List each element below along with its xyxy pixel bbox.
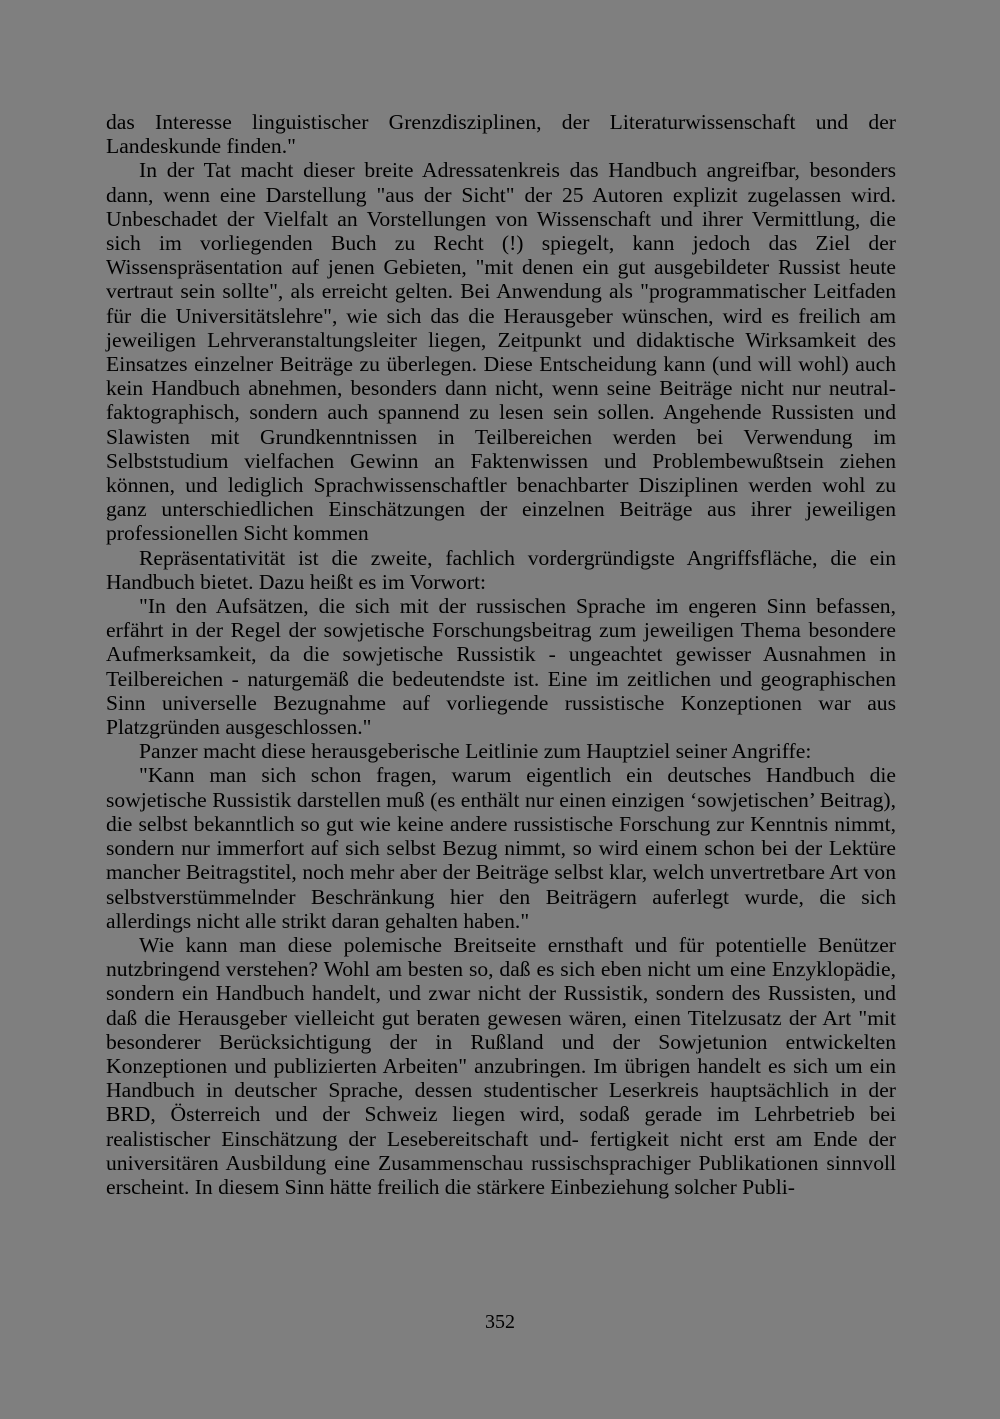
- page-number: 352: [485, 1311, 515, 1333]
- paragraph-1: das Interesse linguistischer Grenzdisziplinen, der Literaturwissenschaft und der Landeskunde finden.": [106, 110, 896, 159]
- paragraph-7: Wie kann man diese polemische Breitseite ernsthaft und für potentielle Benützer nutzbringend verstehen? Wohl am besten so, daß es sich eben nicht um eine Enzyklopädie, sondern ein Handbuch handelt, und zwar nicht der Russistik, sondern des Russisten, und daß die Herausgeber vielleicht gut beraten gewesen wären, einen Titelzusatz der Art "mit besonderer Berücksichtigung der in Rußland und der Sowjetunion entwickelten Konzeptionen und publizierten Arbeiten" anzubringen. Im übrigen handelt es sich um ein Handbuch in deutscher Sprache, dessen studentischer Leserkreis hauptsächlich in der BRD, Österreich und der Schweiz liegen wird, sodaß gerade im Lehrbetrieb bei realistischer Einschätzung der Lesebereitschaft und- fertigkeit nicht erst am Ende der universitären Ausbildung eine Zusammenschau russischsprachiger Publikationen sinnvoll erscheint. In diesem Sinn hätte freilich die stärkere Einbeziehung solcher Publi-: [106, 932, 896, 1199]
- paragraph-2: In der Tat macht dieser breite Adressatenkreis das Handbuch angreifbar, besonders dann, wenn eine Darstellung "aus der Sicht" der 25 Autoren explizit zugelassen wird. Unbeschadet der Vielfalt an Vorstellungen von Wissenschaft und ihrer Vermittlung, die sich im vorliegenden Buch zu Recht (!) spiegelt, kann jedoch das Ziel der Wissenspräsentation auf jenen Gebieten, "mit denen ein gut ausgebildeter Russist heute vertraut sein sollte", als erreicht gelten. Bei Anwendung als "programmatischer Leitfaden für die Universitätslehre", wie sich das die Herausgeber wünschen, wird es freilich am jeweiligen Lehrveranstaltungsleiter liegen, Zeitpunkt und didaktische Wirksamkeit des Einsatzes einzelner Beiträge zu überlegen. Diese Entscheidung kann (und will wohl) auch kein Handbuch abnehmen, besonders dann nicht, wenn seine Beiträge nicht nur neutral-faktographisch, sondern auch spannend zu lesen sein sollen. Angehende Russisten und Slawisten mit Grundkenntnissen in Teilbereichen werden bei Verwendung im Selbststudium vielfachen Gewinn an Faktenwissen und Problembewußtsein ziehen können, und lediglich Sprachwissenschaftler benachbarter Disziplinen werden wohl zu ganz unterschiedlichen Einschätzungen der einzelnen Beiträge aus ihrer jeweiligen professionellen Sicht kommen: [106, 158, 896, 546]
- paragraph-3: Repräsentativität ist die zweite, fachlich vordergründigste Angriffsfläche, die ein Handbuch bietet. Dazu heißt es im Vorwort:: [106, 545, 896, 594]
- page-body: [106, 110, 896, 1199]
- quote-panzer: "Kann man sich schon fragen, warum eigentlich ein deutsches Handbuch die sowjetische Russistik darstellen muß (es enthält nur einen einzigen ‘sowjetischen’ Beitrag), die selbst bekanntlich so gut wie keine andere russistische Forschung zur Kenntnis nimmt, sondern nur immerfort auf sich selbst Bezug nimmt, so wird einem schon bei der Lektüre mancher Beitragstitel, noch mehr aber der Beiträge selbst klar, welch unvertretbare Art von selbstverstümmelnder Beschränkung hier den Beiträgern auferlegt wurde, die sich allerdings nicht alle strikt daran gehalten haben.": [106, 763, 896, 933]
- paragraph-5: Panzer macht diese herausgeberische Leitlinie zum Hauptziel seiner Angriffe:: [139, 739, 812, 764]
- quote-foreword: "In den Aufsätzen, die sich mit der russischen Sprache im engeren Sinn befassen, erfährt in der Regel der sowjetische Forschungsbeitrag zum jeweiligen Thema besondere Aufmerksamkeit, da die sowjetische Russistik - ungeachtet gewisser Ausnahmen in Teilbereichen - naturgemäß die bedeutendste ist. Eine im zeitlichen und geographischen Sinn universelle Bezugnahme auf vorliegende russistische Konzeptionen war aus Platzgründen ausgeschlossen.": [106, 594, 896, 740]
